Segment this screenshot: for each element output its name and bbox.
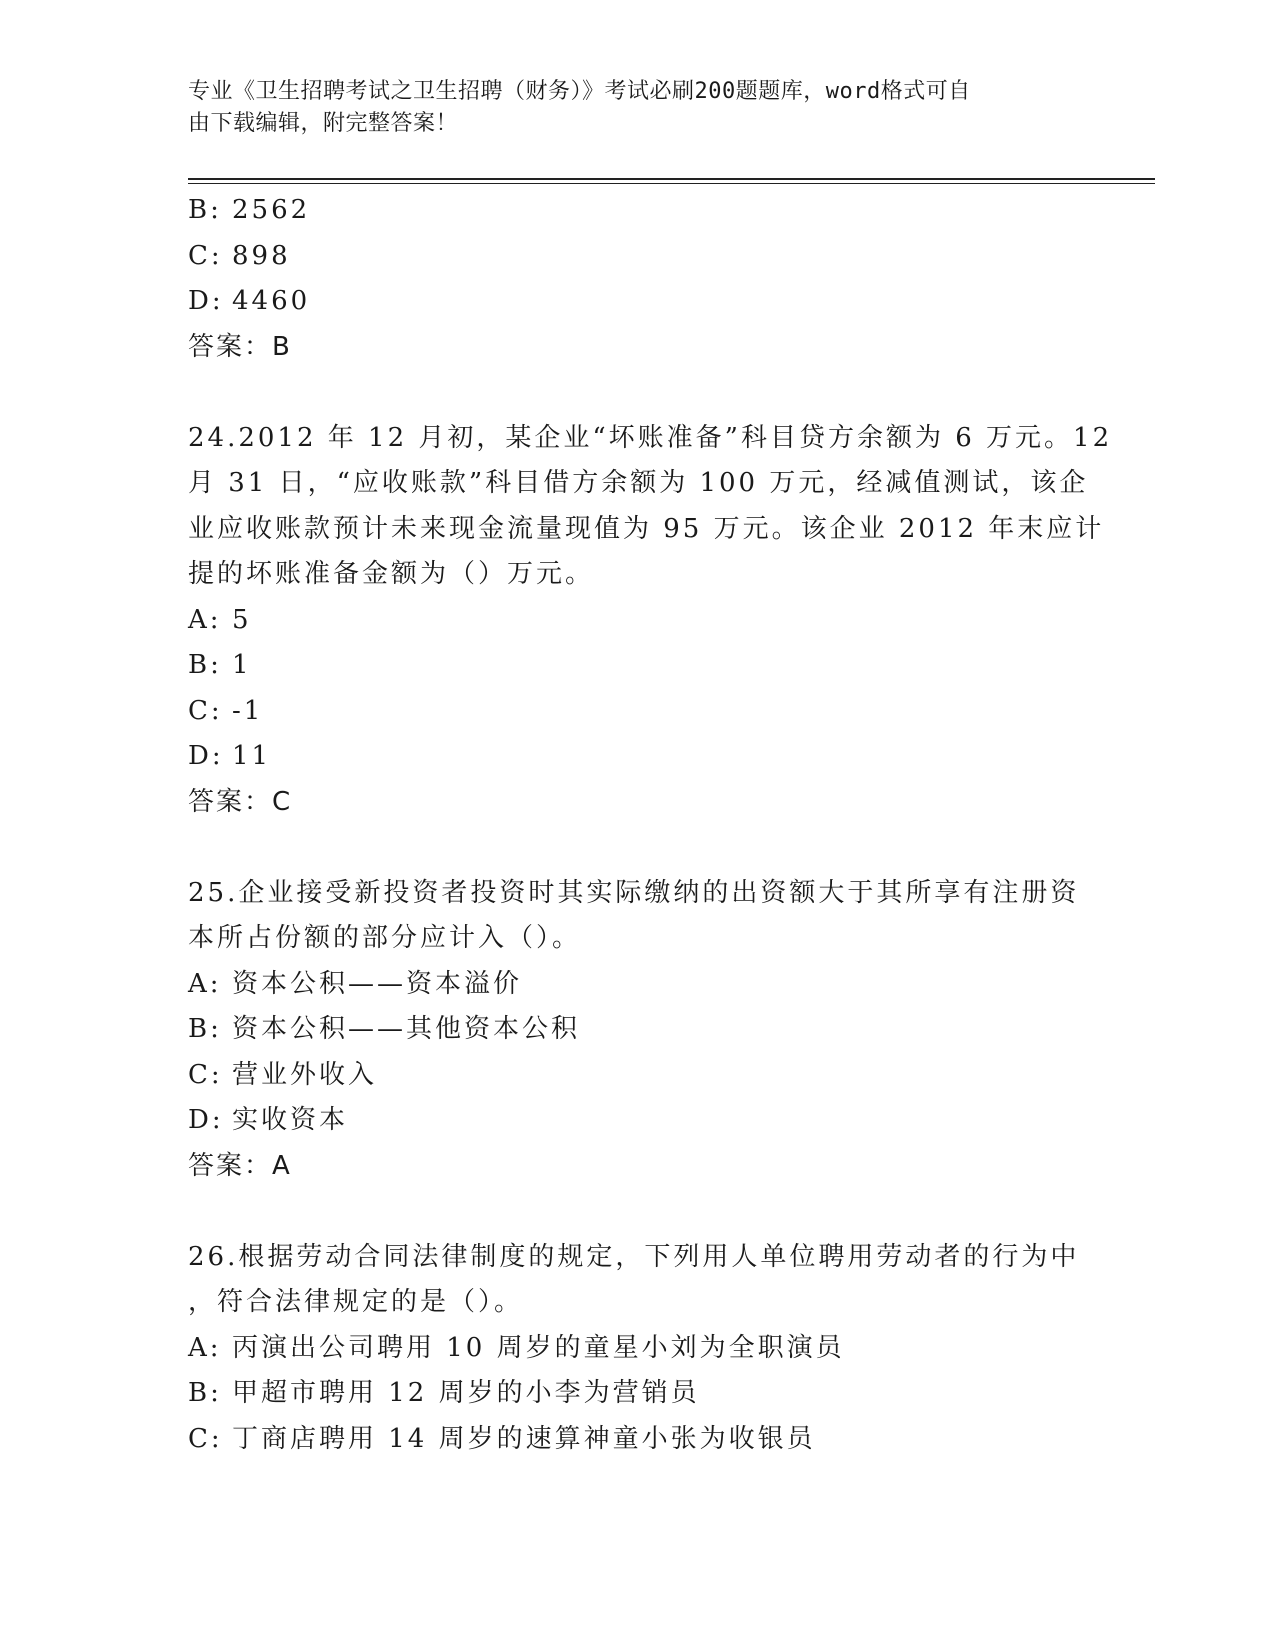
header-rule-thin: [188, 183, 1155, 184]
option-c: C: 营业外收入: [188, 1059, 378, 1090]
spacer: [188, 825, 1078, 871]
option-b: B: 1: [188, 650, 252, 680]
question-26: [188, 1235, 1078, 1463]
question-stem-line: ，符合法律规定的是（）。: [188, 1287, 524, 1317]
option-c: C: 丁商店聘用 14 周岁的速算神童小张为收银员: [188, 1423, 816, 1454]
option-c: C: 898: [188, 240, 291, 271]
option-d: D: 实收资本: [188, 1105, 349, 1135]
header-line-1: 专业《卫生招聘考试之卫生招聘（财务）》考试必刷200题题库，word格式可自: [188, 79, 971, 104]
question-stem-line: 本所占份额的部分应计入（）。: [188, 923, 582, 953]
option-b: B: 2562: [188, 195, 311, 225]
option-d: D: 4460: [188, 286, 311, 316]
question-stem-line: 提的坏账准备金额为（）万元。: [188, 559, 595, 589]
option-c: C: -1: [188, 695, 264, 726]
question-25: [188, 871, 1078, 1190]
option-d: D: 11: [188, 741, 272, 771]
answer-line: 答案：A: [188, 1150, 292, 1181]
spacer: [188, 370, 1078, 416]
question-stem-line: 25.企业接受新投资者投资时其实际缴纳的出资额大于其所享有注册资: [188, 877, 1080, 908]
option-a: A: 5: [188, 604, 252, 635]
question-stem-line: 26.根据劳动合同法律制度的规定，下列用人单位聘用劳动者的行为中: [188, 1241, 1080, 1272]
option-a: A: 丙演出公司聘用 10 周岁的童星小刘为全职演员: [188, 1332, 845, 1363]
answer-line: 答案：B: [188, 331, 292, 362]
page-header: [188, 76, 1068, 140]
question-24: [188, 416, 1113, 826]
option-a: A: 资本公积——资本溢价: [188, 968, 523, 999]
spacer: [188, 1189, 1078, 1235]
option-b: B: 甲超市聘用 12 周岁的小李为营销员: [188, 1378, 700, 1408]
question-stem-line: 月 31 日，“应收账款”科目借方余额为 100 万元，经减值测试，该企: [188, 468, 1089, 498]
question-stem-line: 业应收账款预计未来现金流量现值为 95 万元。该企业 2012 年末应计: [188, 513, 1105, 544]
question-stem-line: 24.2012 年 12 月初，某企业“坏账准备”科目贷方余额为 6 万元。12: [188, 422, 1113, 453]
answer-line: 答案：C: [188, 786, 293, 817]
question-23-tail: [188, 188, 1078, 370]
option-b: B: 资本公积——其他资本公积: [188, 1014, 581, 1044]
document-body: [188, 188, 1113, 1462]
header-line-2: 由下载编辑，附完整答案！: [188, 111, 459, 136]
header-rule-thick: [188, 178, 1155, 180]
